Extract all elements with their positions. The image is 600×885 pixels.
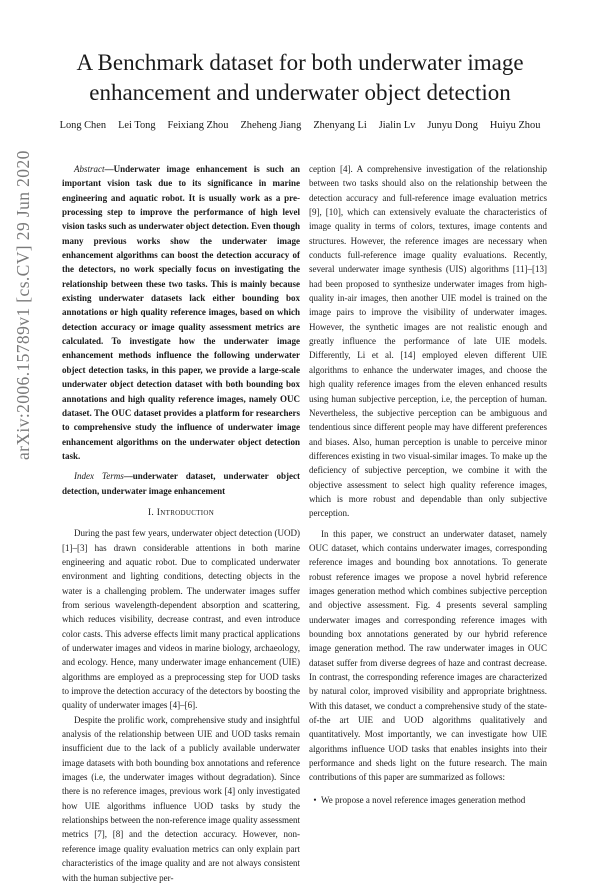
author-name: Huiyu Zhou <box>489 120 541 131</box>
abstract-label: Abstract <box>74 164 105 174</box>
left-column <box>62 162 300 885</box>
body-paragraph: During the past few years, underwater object detection (UOD) [1]–[3] has drawn considerable attentions in both marine engineering and aquatic robot. Due to complicated underwater environment and lighting conditions, detecting objects in the water is a challenging problem. The underwater images suffer from serious wavelength-dependent absorption and scattering, which reduces visibility, decrease contrast, and even introduce color casts. This adverse effects limit many practical applications of underwater images and videos in marine biology, archaeology, and ecology. Hence, many underwater image enhancement (UIE) algorithms are employed as a preprocessing step for UOD tasks to improve the detection accuracy of the detectors by boosting the quality of underwater images [4]–[6]. <box>62 528 300 711</box>
author-name: Long Chen <box>59 120 107 131</box>
body-paragraph: In this paper, we construct an underwater dataset, namely OUC dataset, which contains underwater images, corresponding reference images and bounding box annotations. To generate robust reference images we propose a novel hybrid reference images generation method which combines subjective perception and objective assessment. Fig. 4 presents several sampling underwater images and corresponding reference images with bounding box annotations generated by our hybrid reference image generation method. The raw underwater images in OUC dataset suffer from diverse degrees of haze and contrast decrease. In contrast, the corresponding reference images are characterized by natural color, improved visibility and appropriate brightness. With this dataset, we conduct a comprehensive study of the state-of-the art UIE and UOD algorithms qualitatively and quantitatively. Most importantly, we can investigate how UIE algorithms influence UOD tasks that enables insights into their performance and sheds light on the future research. The main contributions of this paper are summarized as follows: <box>309 528 547 783</box>
index-terms-body: —underwater dataset, underwater object detection, underwater image enhancement <box>62 471 300 496</box>
bullet-icon: • <box>313 794 317 805</box>
author-list <box>0 120 600 131</box>
abstract-body: —Underwater image enhancement is such an important vision task due to its significance in marine engineering and aquatic robot. It is usually work as a pre-processing step to improve the performance of high level vision tasks such as underwater object detection. Even though many previous works show the underwater image enhancement algorithms can boost the detection accuracy of the detectors, no work specially focus on investigating the relationship between these two tasks. This is mainly because existing underwater datasets lack either bounding box annotations or high quality reference images, based on which detection accuracy or image quality assessment metrics are calculated. To investigate how the underwater image enhancement methods influence the following underwater object detection tasks, in this paper, we provide a large-scale underwater object detection dataset with both bounding box annotations and high quality reference images, namely OUC dataset. The OUC dataset provides a platform for researchers to comprehensive study the influence of underwater image enhancement algorithms on the underwater object detection task. <box>62 164 301 461</box>
author-name: Zhenyang Li <box>313 120 367 131</box>
section-heading: I. Introduction <box>147 506 215 518</box>
author-name: Feixiang Zhou <box>167 120 229 131</box>
abstract <box>62 162 300 463</box>
index-terms <box>62 469 300 498</box>
author-name: Jialin Lv <box>378 120 416 131</box>
bullet-text: We propose a novel reference images generation method <box>321 794 526 805</box>
title-line-1: A Benchmark dataset for both underwater image <box>76 50 524 75</box>
author-name: Zheheng Jiang <box>240 120 302 131</box>
right-column <box>309 162 547 807</box>
index-terms-label: Index Terms <box>74 471 124 482</box>
author-name: Lei Tong <box>118 120 156 131</box>
author-name: Junyu Dong <box>427 120 478 131</box>
contribution-bullet <box>309 793 547 807</box>
title-line-2: enhancement and underwater object detection <box>89 80 511 105</box>
body-paragraph: ception [4]. A comprehensive investigation of the relationship between two tasks should also on the relationship between the detection accuracy and full-reference image evaluation metrics [9], [10], which can extensively evaluate the characteristics of image quality in terms of colors, textures, image contents and structures. However, the reference images are necessary when conducts full-reference image quality evaluations. Recently, several underwater image synthesis (UIS) algorithms [11]–[13] had been proposed to synthesize underwater images from high-quality in-air images, then another UIE model is trained on the image pairs to improve the visibility of underwater images. However, the synthetic images are not realistic enough and greatly influence the performance of late UIE models. Differently, Li et al. [14] employed eleven different UIE algorithms to enhance the underwater images, and choose the high quality reference images from the eleven enhanced results using human subjective perception, i.e, the perception of human. Nevertheless, the subjective perception can be ambiguous and tendentious since different people may have different preferences and biases. Also, human perception is unable to perceive minor differences existing in two visual-similar images. To make up the deficiency of subjective perception, we combine it with the objective assessment to select high quality reference images, which is more robust and dependable than only subjective perception. <box>309 164 547 519</box>
body-paragraph: Despite the prolific work, comprehensive study and insightful analysis of the relationship between UIE and UOD tasks remain insufficient due to the lack of a publicly available underwater image datasets with both bounding box annotations and reference images (i.e, the underwater images without degradation). Since there is no reference images, previous work [4] only investigated how UIE algorithms influence UOD tasks by study the relationships between the non-reference image quality assessment metrics [7], [8] and the detection accuracy. However, non-reference image quality evaluation metrics can only explain part characteristics of the image quality and are not always consistent with the human subjective per- <box>62 714 300 883</box>
paper-title <box>0 48 600 108</box>
arxiv-side-stamp: arXiv:2006.15789v1 [cs.CV] 29 Jun 2020 <box>13 150 33 460</box>
